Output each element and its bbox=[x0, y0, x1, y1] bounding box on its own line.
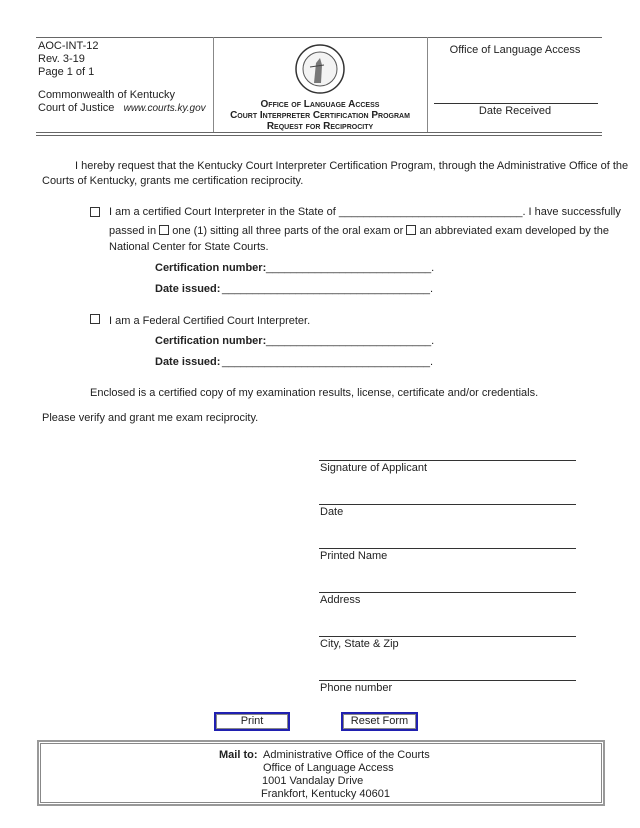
state-certified-checkbox[interactable] bbox=[90, 207, 100, 217]
date-label: Date bbox=[320, 506, 344, 518]
revision: Rev. 3-19 bbox=[38, 53, 85, 65]
one-sitting-checkbox[interactable] bbox=[159, 225, 169, 235]
state-input[interactable]: ______________________________ bbox=[338, 206, 523, 218]
court-seal-icon bbox=[294, 43, 346, 95]
header-bottom-rule bbox=[36, 135, 602, 136]
signature-label: Signature of Applicant bbox=[320, 462, 428, 474]
header-bottom-rule bbox=[36, 132, 602, 133]
city-state-zip-label: City, State & Zip bbox=[320, 638, 399, 650]
option1-line1 bbox=[109, 206, 621, 218]
website: www.courts.ky.gov bbox=[123, 103, 206, 114]
form-id: AOC-INT-12 bbox=[38, 40, 99, 52]
cert-number-input-2[interactable]: ___________________________. bbox=[266, 335, 435, 347]
printed-name-input[interactable] bbox=[319, 548, 576, 549]
office-box-label: Office of Language Access bbox=[449, 44, 581, 56]
option1-text: I am a certified Court Interpreter in the State of bbox=[109, 206, 336, 218]
printed-name-label: Printed Name bbox=[320, 550, 388, 562]
date-issued-input-1[interactable]: __________________________________. bbox=[222, 283, 434, 295]
phone-label: Phone number bbox=[320, 682, 393, 694]
cert-number-input-1[interactable]: ___________________________. bbox=[266, 262, 435, 274]
date-issued-label: Date issued: bbox=[155, 283, 221, 295]
address-input[interactable] bbox=[319, 592, 576, 593]
header-top-rule bbox=[36, 37, 602, 38]
org-court: Court of Justice bbox=[38, 102, 115, 114]
reset-form-button[interactable]: Reset Form bbox=[341, 712, 418, 731]
address-label: Address bbox=[320, 594, 361, 606]
title-line1: Office of Language Access bbox=[260, 99, 380, 110]
date-input[interactable] bbox=[319, 504, 576, 505]
option1-text: one (1) sitting all three parts of the oral exam or bbox=[172, 225, 404, 237]
date-received-label: Date Received bbox=[478, 105, 552, 117]
cert-number-label: Certification number: bbox=[155, 262, 267, 274]
page-number: Page 1 of 1 bbox=[38, 66, 95, 78]
print-button[interactable]: Print bbox=[214, 712, 290, 731]
signature-input[interactable] bbox=[319, 460, 576, 461]
date-issued-input-2[interactable]: __________________________________. bbox=[222, 356, 434, 368]
option1-text: passed in bbox=[109, 225, 157, 237]
option1-text: an abbreviated exam developed by the bbox=[419, 225, 610, 237]
mail-to-label: Mail to: bbox=[219, 749, 258, 761]
option1-line2 bbox=[109, 225, 609, 237]
title-line3: Request for Reciprocity bbox=[266, 121, 374, 132]
intro-text: Courts of Kentucky, grants me certification reciprocity. bbox=[42, 175, 304, 187]
org-line2 bbox=[38, 102, 206, 114]
option2-text: I am a Federal Certified Court Interpreter. bbox=[109, 315, 311, 327]
mail-address-line: Office of Language Access bbox=[263, 762, 394, 774]
org-line1: Commonwealth of Kentucky bbox=[38, 89, 175, 101]
federal-certified-checkbox[interactable] bbox=[90, 314, 100, 324]
phone-input[interactable] bbox=[319, 680, 576, 681]
enclosed-text: Enclosed is a certified copy of my examination results, license, certificate and/or credentials. bbox=[90, 387, 539, 399]
mail-address-line: Administrative Office of the Courts bbox=[263, 749, 430, 761]
cert-number-label: Certification number: bbox=[155, 335, 267, 347]
date-received-line bbox=[434, 103, 598, 104]
abbreviated-exam-checkbox[interactable] bbox=[406, 225, 416, 235]
city-state-zip-input[interactable] bbox=[319, 636, 576, 637]
intro-text: I hereby request that the Kentucky Court Interpreter Certification Program, through the Administrative Office of the bbox=[75, 160, 629, 172]
date-issued-label: Date issued: bbox=[155, 356, 221, 368]
option1-line3: National Center for State Courts. bbox=[109, 241, 269, 253]
option1-text: . I have successfully bbox=[522, 206, 621, 218]
verify-text: Please verify and grant me exam reciprocity. bbox=[42, 412, 259, 424]
mail-address-line: Frankfort, Kentucky 40601 bbox=[261, 788, 391, 800]
title-line2: Court Interpreter Certification Program bbox=[230, 110, 410, 121]
mail-address-line: 1001 Vandalay Drive bbox=[262, 775, 364, 787]
